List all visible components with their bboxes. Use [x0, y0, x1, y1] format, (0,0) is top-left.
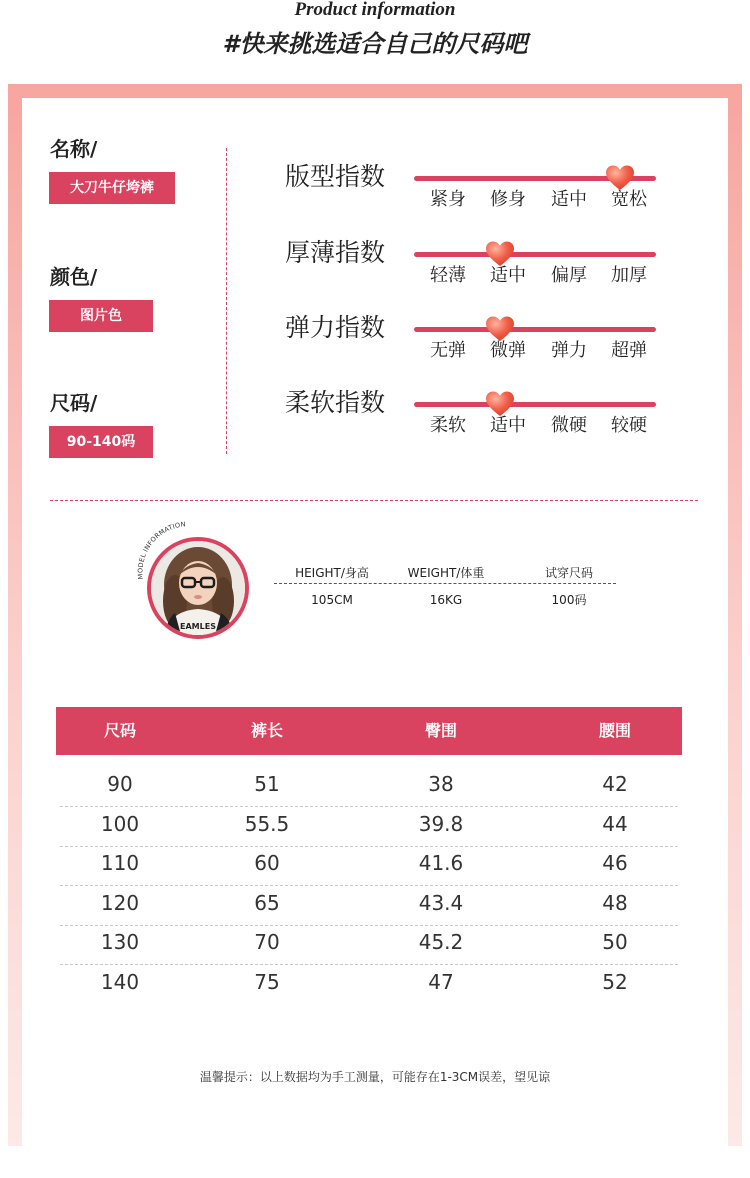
height-label: HEIGHT/身高 — [295, 566, 369, 580]
index-slider-track — [414, 252, 656, 257]
size-table-header — [56, 707, 682, 755]
table-cell: 140 — [100, 970, 140, 994]
table-cell: 55.5 — [244, 812, 290, 836]
table-cell: 42 — [602, 772, 628, 796]
index-level-label: 无弹 — [430, 340, 466, 361]
name-value-badge: 大刀牛仔垮裤 — [49, 172, 175, 204]
table-cell: 90 — [107, 772, 133, 796]
shirt-print-text: EAMLES — [180, 622, 216, 631]
vertical-divider — [226, 148, 227, 454]
weight-label: WEIGHT/体重 — [407, 566, 485, 580]
model-photo — [151, 541, 245, 635]
table-cell: 100 — [100, 812, 140, 836]
table-cell: 60 — [254, 851, 280, 875]
index-level-label: 较硬 — [611, 415, 647, 436]
table-cell: 48 — [602, 891, 628, 915]
table-cell: 120 — [100, 891, 140, 915]
header-length: 裤长 — [250, 721, 283, 740]
table-cell: 41.6 — [418, 851, 464, 875]
table-cell: 44 — [602, 812, 628, 836]
table-cell: 65 — [254, 891, 280, 915]
size-label: 尺码/ — [50, 391, 98, 415]
color-label: 颜色/ — [50, 265, 98, 289]
name-label: 名称/ — [50, 137, 98, 161]
index-name: 版型指数 — [285, 162, 386, 191]
table-row — [56, 962, 682, 1002]
index-level-label: 弹力 — [551, 340, 587, 361]
heart-marker-icon — [485, 315, 515, 343]
index-level-label: 超弹 — [611, 340, 647, 361]
header-waist: 腰围 — [598, 721, 631, 740]
arc-label-text: MODEL INFORMATION — [136, 520, 187, 580]
table-row — [56, 804, 682, 844]
index-level-label: 适中 — [490, 415, 526, 436]
table-row — [56, 843, 682, 883]
table-row — [56, 764, 682, 804]
index-level-label: 偏厚 — [551, 265, 587, 286]
table-cell: 130 — [100, 930, 140, 954]
table-cell: 45.2 — [418, 930, 464, 954]
table-cell: 38 — [428, 772, 454, 796]
index-level-label: 修身 — [490, 189, 526, 210]
table-cell: 51 — [254, 772, 280, 796]
trial-size-label: 试穿尺码 — [544, 566, 593, 580]
model-avatar — [147, 537, 249, 639]
index-level-label: 加厚 — [611, 265, 647, 286]
index-level-label: 微弹 — [490, 340, 526, 361]
title-english: Product information — [294, 0, 456, 20]
heart-marker-icon — [485, 240, 515, 268]
index-slider-track — [414, 402, 656, 407]
table-cell: 47 — [428, 970, 454, 994]
table-cell: 110 — [100, 851, 140, 875]
height-value: 105CM — [311, 593, 353, 607]
table-cell: 46 — [602, 851, 628, 875]
table-row — [56, 922, 682, 962]
color-value-badge: 图片色 — [49, 300, 153, 332]
header-size: 尺码 — [103, 721, 136, 740]
index-level-label: 适中 — [490, 265, 526, 286]
index-level-label: 轻薄 — [430, 265, 466, 286]
header-hip: 臀围 — [424, 721, 457, 740]
index-name: 柔软指数 — [285, 388, 386, 417]
index-level-label: 宽松 — [611, 189, 647, 210]
heart-marker-icon — [485, 390, 515, 418]
index-name: 厚薄指数 — [285, 238, 386, 267]
index-level-label: 柔软 — [430, 415, 466, 436]
heart-marker-icon — [605, 164, 635, 192]
index-name: 弹力指数 — [285, 313, 386, 342]
index-level-label: 适中 — [551, 189, 587, 210]
table-cell: 75 — [254, 970, 280, 994]
index-slider-track — [414, 327, 656, 332]
title-chinese: #快来挑选适合自己的尺码吧 — [222, 30, 528, 58]
weight-value: 16KG — [429, 593, 463, 607]
table-cell: 50 — [602, 930, 628, 954]
horizontal-divider — [50, 500, 698, 501]
index-level-label: 微硬 — [551, 415, 587, 436]
measurement-note: 温馨提示：以上数据均为手工测量，可能存在1-3CM误差，望见谅 — [199, 1070, 551, 1084]
table-cell: 39.8 — [418, 812, 464, 836]
trial-size-value: 100码 — [551, 593, 587, 607]
stats-divider — [274, 583, 616, 584]
table-cell: 43.4 — [418, 891, 464, 915]
table-cell: 52 — [602, 970, 628, 994]
index-level-label: 紧身 — [430, 189, 466, 210]
table-row — [56, 883, 682, 923]
size-value-badge: 90-140码 — [49, 426, 153, 458]
table-cell: 70 — [254, 930, 280, 954]
